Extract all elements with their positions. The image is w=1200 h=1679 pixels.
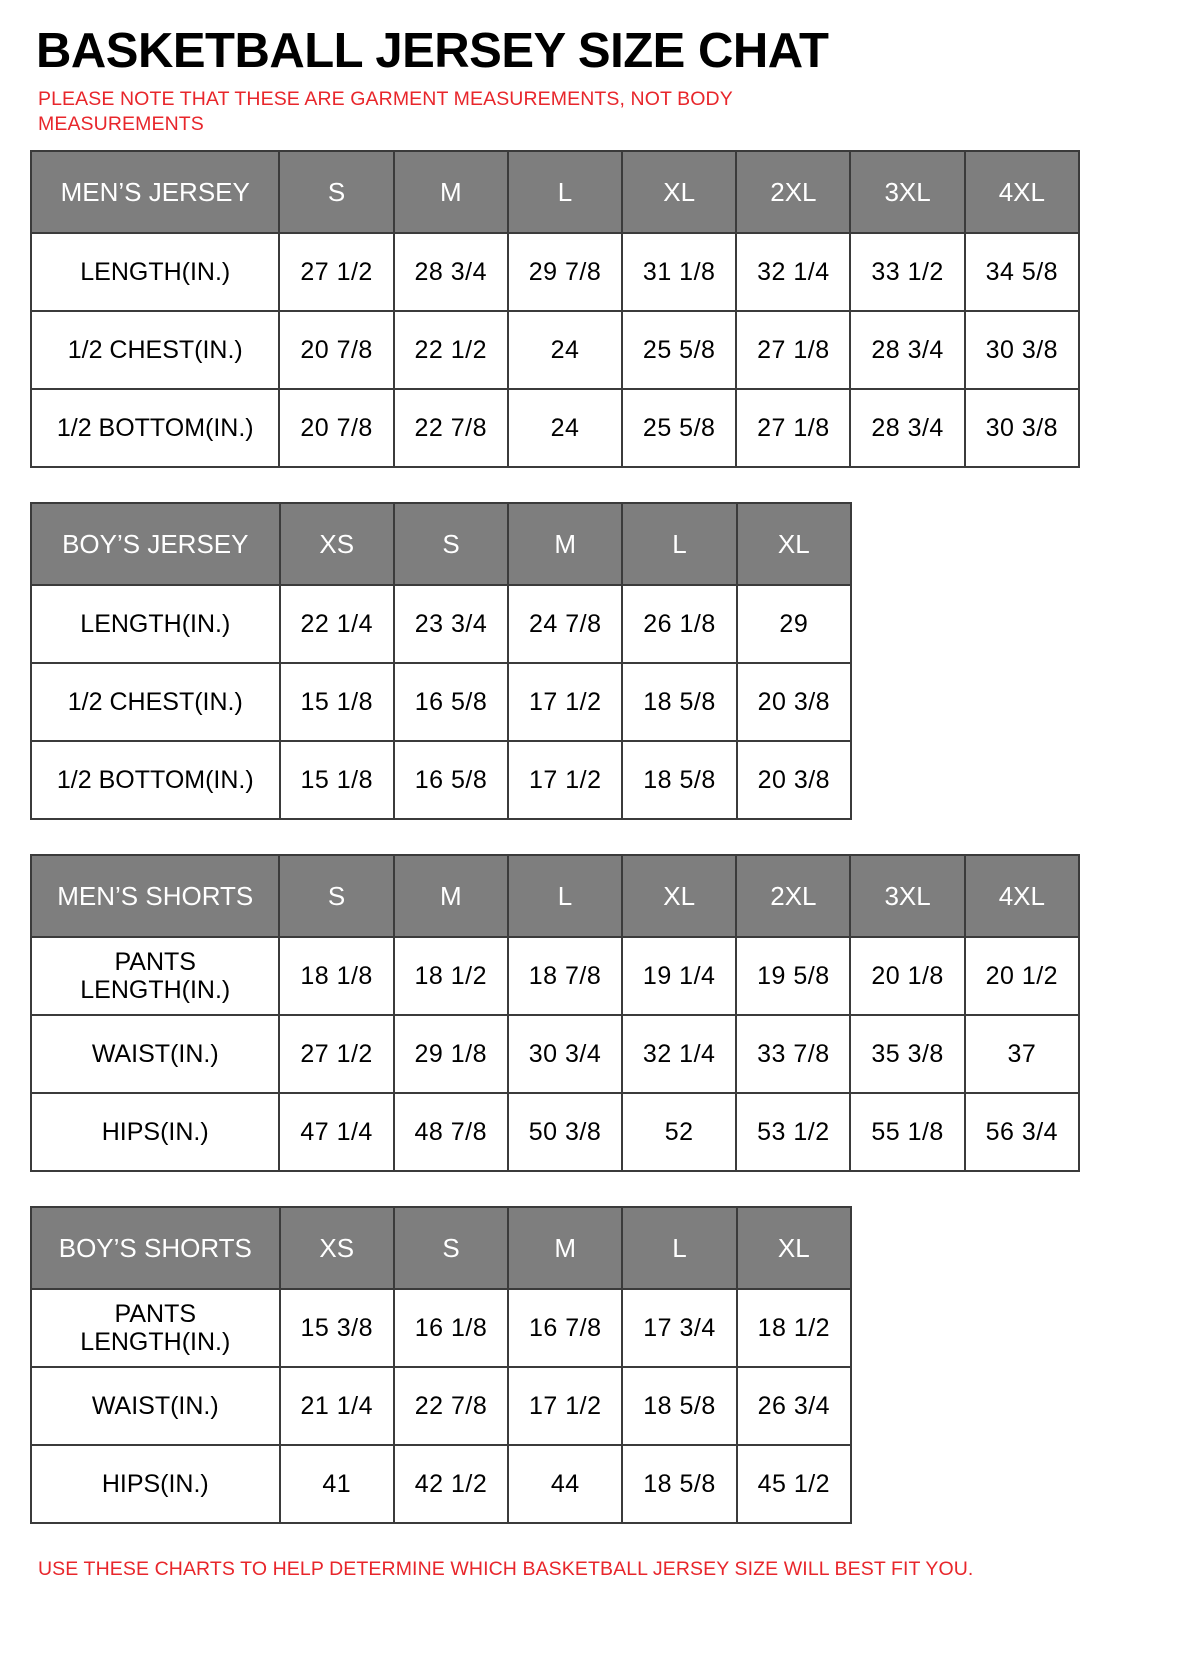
measurement-value: 26 3/4 [737, 1367, 851, 1445]
measurement-value: 22 7/8 [394, 389, 508, 467]
measurement-value: 25 5/8 [622, 311, 736, 389]
measurement-value: 22 7/8 [394, 1367, 508, 1445]
size-column-header: M [394, 151, 508, 233]
measurement-value: 29 [737, 585, 851, 663]
table-header-row [31, 855, 1079, 937]
measurement-value: 29 1/8 [394, 1015, 508, 1093]
measurement-value: 18 7/8 [508, 937, 622, 1015]
size-column-header: XS [280, 503, 394, 585]
table-row [31, 937, 1079, 1015]
size-column-header: L [622, 1207, 736, 1289]
size-column-header: XL [622, 855, 736, 937]
measurement-value: 37 [965, 1015, 1079, 1093]
measurement-value: 22 1/2 [394, 311, 508, 389]
measurement-value: 45 1/2 [737, 1445, 851, 1523]
measurement-value: 31 1/8 [622, 233, 736, 311]
size-column-header: S [394, 1207, 508, 1289]
measurement-value: 17 1/2 [508, 663, 622, 741]
table-row [31, 1367, 851, 1445]
measurement-value: 27 1/2 [279, 233, 393, 311]
table-row [31, 585, 851, 663]
measurement-value: 22 1/4 [280, 585, 394, 663]
measurement-value: 23 3/4 [394, 585, 508, 663]
table-row [31, 741, 851, 819]
measurement-value: 20 7/8 [279, 389, 393, 467]
size-column-header: 2XL [736, 855, 850, 937]
measurement-value: 21 1/4 [280, 1367, 394, 1445]
measurement-value: 19 1/4 [622, 937, 736, 1015]
measurement-label: 1/2 BOTTOM(IN.) [31, 389, 279, 467]
size-table [30, 854, 1080, 1172]
measurement-value: 34 5/8 [965, 233, 1079, 311]
measurement-value: 18 5/8 [622, 741, 736, 819]
measurement-value: 18 5/8 [622, 1445, 736, 1523]
measurement-value: 29 7/8 [508, 233, 622, 311]
table-header-row [31, 503, 851, 585]
measurement-value: 18 1/2 [737, 1289, 851, 1367]
table-row [31, 311, 1079, 389]
measurement-value: 17 1/2 [508, 741, 622, 819]
size-table [30, 1206, 852, 1524]
measurement-value: 52 [622, 1093, 736, 1171]
measurement-label: 1/2 CHEST(IN.) [31, 311, 279, 389]
measurement-value: 48 7/8 [394, 1093, 508, 1171]
measurement-value: 20 3/8 [737, 663, 851, 741]
measurement-value: 20 1/8 [850, 937, 964, 1015]
size-column-header: M [508, 1207, 622, 1289]
size-column-header: 4XL [965, 855, 1079, 937]
size-column-header: M [508, 503, 622, 585]
size-tables-container [30, 150, 1170, 1524]
measurement-value: 15 1/8 [280, 741, 394, 819]
measurement-value: 26 1/8 [622, 585, 736, 663]
measurement-value: 42 1/2 [394, 1445, 508, 1523]
measurement-value: 41 [280, 1445, 394, 1523]
table-header-row [31, 1207, 851, 1289]
measurement-value: 28 3/4 [850, 389, 964, 467]
measurement-value: 27 1/2 [279, 1015, 393, 1093]
size-column-header: M [394, 855, 508, 937]
measurement-value: 47 1/4 [279, 1093, 393, 1171]
size-column-header: XS [280, 1207, 394, 1289]
size-column-header: 3XL [850, 855, 964, 937]
measurement-label: WAIST(IN.) [31, 1367, 280, 1445]
size-table [30, 502, 852, 820]
measurement-label: PANTS LENGTH(IN.) [31, 937, 279, 1015]
measurement-value: 20 7/8 [279, 311, 393, 389]
measurement-value: 17 1/2 [508, 1367, 622, 1445]
measurement-label: WAIST(IN.) [31, 1015, 279, 1093]
measurement-value: 32 1/4 [736, 233, 850, 311]
table-row [31, 1093, 1079, 1171]
table-row [31, 1015, 1079, 1093]
measurement-value: 35 3/8 [850, 1015, 964, 1093]
table-row [31, 233, 1079, 311]
measurement-label: HIPS(IN.) [31, 1093, 279, 1171]
size-column-header: L [622, 503, 736, 585]
table-row [31, 1289, 851, 1367]
page-title: BASKETBALL JERSEY SIZE CHAT [36, 24, 829, 78]
measurement-label: LENGTH(IN.) [31, 585, 280, 663]
table-category-label: BOY’S JERSEY [31, 503, 280, 585]
size-column-header: L [508, 151, 622, 233]
measurement-value: 18 5/8 [622, 663, 736, 741]
measurement-value: 16 5/8 [394, 741, 508, 819]
size-column-header: S [394, 503, 508, 585]
table-row [31, 389, 1079, 467]
measurement-value: 30 3/8 [965, 311, 1079, 389]
measurement-value: 17 3/4 [622, 1289, 736, 1367]
measurement-value: 30 3/4 [508, 1015, 622, 1093]
size-column-header: 2XL [736, 151, 850, 233]
measurement-value: 50 3/8 [508, 1093, 622, 1171]
measurement-value: 32 1/4 [622, 1015, 736, 1093]
table-category-label: MEN’S JERSEY [31, 151, 279, 233]
size-column-header: XL [737, 503, 851, 585]
measurement-value: 33 1/2 [850, 233, 964, 311]
measurement-value: 28 3/4 [394, 233, 508, 311]
measurement-value: 18 1/2 [394, 937, 508, 1015]
measurement-value: 15 3/8 [280, 1289, 394, 1367]
measurement-value: 24 [508, 389, 622, 467]
table-row [31, 1445, 851, 1523]
size-column-header: XL [737, 1207, 851, 1289]
measurement-label: 1/2 BOTTOM(IN.) [31, 741, 280, 819]
size-column-header: S [279, 855, 393, 937]
measurement-value: 20 3/8 [737, 741, 851, 819]
size-column-header: 4XL [965, 151, 1079, 233]
table-row [31, 663, 851, 741]
table-header-row [31, 151, 1079, 233]
measurement-value: 24 [508, 311, 622, 389]
measurement-value: 16 7/8 [508, 1289, 622, 1367]
measurement-value: 20 1/2 [965, 937, 1079, 1015]
table-category-label: BOY’S SHORTS [31, 1207, 280, 1289]
size-column-header: L [508, 855, 622, 937]
measurement-value: 15 1/8 [280, 663, 394, 741]
measurement-label: HIPS(IN.) [31, 1445, 280, 1523]
measurement-value: 24 7/8 [508, 585, 622, 663]
measurement-value: 33 7/8 [736, 1015, 850, 1093]
measurement-value: 16 5/8 [394, 663, 508, 741]
measurement-value: 56 3/4 [965, 1093, 1079, 1171]
measurement-value: 44 [508, 1445, 622, 1523]
measurement-value: 55 1/8 [850, 1093, 964, 1171]
measurement-value: 27 1/8 [736, 389, 850, 467]
measurement-value: 53 1/2 [736, 1093, 850, 1171]
measurement-value: 28 3/4 [850, 311, 964, 389]
measurement-label: LENGTH(IN.) [31, 233, 279, 311]
measurement-label: 1/2 CHEST(IN.) [31, 663, 280, 741]
measurement-value: 30 3/8 [965, 389, 1079, 467]
measurement-value: 18 1/8 [279, 937, 393, 1015]
size-column-header: S [279, 151, 393, 233]
table-category-label: MEN’S SHORTS [31, 855, 279, 937]
measurement-value: 25 5/8 [622, 389, 736, 467]
size-column-header: 3XL [850, 151, 964, 233]
measurement-value: 16 1/8 [394, 1289, 508, 1367]
measurement-disclaimer: PLEASE NOTE THAT THESE ARE GARMENT MEASUREMENTS, NOT BODY MEASUREMENTS [38, 88, 733, 135]
size-column-header: XL [622, 151, 736, 233]
footer-note: USE THESE CHARTS TO HELP DETERMINE WHICH BASKETBALL JERSEY SIZE WILL BEST FIT YOU. [38, 1558, 974, 1581]
measurement-value: 19 5/8 [736, 937, 850, 1015]
measurement-value: 27 1/8 [736, 311, 850, 389]
size-table [30, 150, 1080, 468]
measurement-value: 18 5/8 [622, 1367, 736, 1445]
measurement-label: PANTS LENGTH(IN.) [31, 1289, 280, 1367]
